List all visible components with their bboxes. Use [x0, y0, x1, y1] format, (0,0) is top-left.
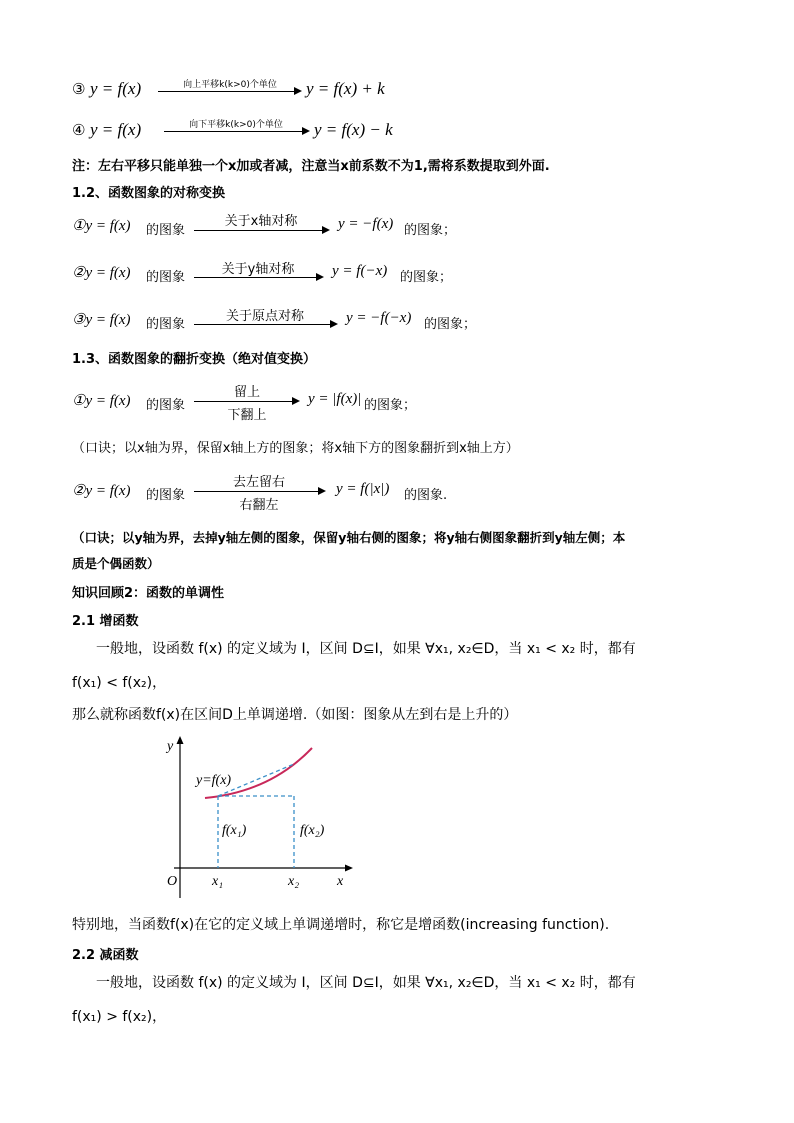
- x-axis-arrow: [345, 865, 353, 872]
- sym-3: [72, 310, 131, 329]
- flip-heading: 1.3、函数图象的翻折变换（绝对值变换）: [72, 352, 317, 367]
- shift-down-label: 向下平移k(k>0)个单位: [189, 120, 283, 130]
- sym-3-rhs: y = −f(−x): [346, 310, 412, 326]
- sym-2-arrow: [194, 277, 322, 278]
- flip-1-rhs-tail: 的图象；: [364, 398, 417, 413]
- decreasing-heading: 2.2 减函数: [72, 948, 139, 963]
- sym-1-lhs: y = f(x): [85, 218, 131, 234]
- sym-3-arrow: [194, 324, 336, 325]
- increasing-conclusion: 那么就称函数f(x)在区间D上单调递增.（如图：图象从左到右是上升的）: [72, 707, 518, 723]
- flip-1-number: ①: [72, 393, 86, 409]
- sym-2-rhs-tail: 的图象；: [400, 270, 453, 285]
- flip-2-label-bottom: 右翻左: [239, 498, 279, 513]
- symmetry-heading: 1.2、函数图象的对称变换: [72, 186, 226, 201]
- x-axis-label: x: [337, 874, 344, 889]
- sym-2-lhs-tail: 的图象: [146, 270, 186, 285]
- sym-3-lhs-tail: 的图象: [146, 317, 186, 332]
- sym-1-lhs-tail: 的图象: [146, 223, 186, 238]
- shift-up-lhs: y = f(x): [90, 79, 142, 98]
- sym-1-arrow: [194, 230, 328, 231]
- graph-svg: [150, 730, 355, 900]
- sym-3-rhs-tail: 的图象；: [424, 317, 477, 332]
- fx1-label: f(x₁): [222, 823, 247, 838]
- flip-1: [72, 391, 131, 410]
- increasing-def-line1: 一般地，设函数 f(x) 的定义域为 I，区间 D⊆I，如果 ∀x₁, x₂∈D，当 x₁ < x₂ 时，都有: [96, 641, 636, 657]
- shift-note: 注：左右平移只能单独一个x加或者减，注意当x前系数不为1,需将系数提取到外面.: [72, 159, 550, 174]
- shift-down-lhs: y = f(x): [90, 120, 142, 139]
- sym-1: [72, 216, 131, 235]
- flip-1-rhs: y = |f(x)|: [308, 391, 362, 407]
- flip-2-rhs: y = f(|x|): [336, 481, 390, 497]
- shift-down-arrow: [164, 131, 308, 132]
- flip-2-lhs: y = f(x): [85, 483, 131, 499]
- decreasing-def-line2: f(x₁) > f(x₂)，: [72, 1009, 167, 1025]
- sym-1-rhs: y = −f(x): [338, 216, 394, 232]
- sym-3-label: 关于原点对称: [225, 309, 304, 324]
- flip-note-2-line2: 质是个偶函数）: [72, 556, 160, 571]
- sym-1-number: ①: [72, 218, 86, 234]
- y-axis-arrow: [177, 736, 184, 744]
- flip-1-lhs-tail: 的图象: [146, 398, 186, 413]
- increasing-special-case: 特别地，当函数f(x)在它的定义域上单调递增时，称它是增函数(increasing function).: [72, 917, 610, 933]
- y-axis-label: y: [167, 739, 174, 754]
- decreasing-def-line1: 一般地，设函数 f(x) 的定义域为 I，区间 D⊆I，如果 ∀x₁, x₂∈D，当 x₁ < x₂ 时，都有: [96, 975, 636, 991]
- sym-2-number: ②: [72, 265, 86, 281]
- sym-2-rhs: y = f(−x): [332, 263, 388, 279]
- curve-label: y=f(x): [196, 773, 232, 788]
- shift-up-arrow: [158, 91, 300, 92]
- sym-2: [72, 263, 131, 282]
- sym-1-rhs-tail: 的图象；: [404, 223, 457, 238]
- flip-1-label-bottom: 下翻上: [227, 408, 267, 423]
- flip-note-1: （口诀；以x轴为界，保留x轴上方的图象；将x轴下方的图象翻折到x轴上方）: [72, 441, 519, 456]
- flip-2-number: ②: [72, 483, 86, 499]
- increasing-def-line2: f(x₁) < f(x₂)，: [72, 675, 167, 691]
- monotonicity-heading: 知识回顾2：函数的单调性: [72, 586, 225, 601]
- x1-label: x₁: [212, 874, 224, 889]
- increasing-function-graph: [150, 730, 355, 900]
- shift-up-rhs: y = f(x) + k: [306, 79, 385, 98]
- fx2-label: f(x₂): [300, 823, 325, 838]
- origin-label: O: [167, 874, 178, 889]
- flip-2-arrow: [194, 491, 324, 492]
- flip-1-label-top: 留上: [233, 385, 260, 400]
- sym-2-label: 关于y轴对称: [221, 262, 295, 277]
- sym-3-lhs: y = f(x): [85, 312, 131, 328]
- x2-label: x₂: [288, 874, 300, 889]
- flip-1-arrow: [194, 401, 298, 402]
- flip-2-label-top: 去左留右: [232, 475, 285, 490]
- shift-up-label: 向上平移k(k>0)个单位: [183, 80, 277, 90]
- item-number-3: ③: [72, 80, 86, 98]
- shift-down-rhs: y = f(x) − k: [314, 120, 393, 139]
- flip-1-lhs: y = f(x): [85, 393, 131, 409]
- sym-3-number: ③: [72, 312, 86, 328]
- flip-2-rhs-tail: 的图象.: [404, 488, 448, 503]
- flip-note-2-line1: （口诀；以y轴为界，去掉y轴左侧的图象，保留y轴右侧的图象；将y轴右侧图象翻折到y轴左侧；本: [72, 530, 626, 545]
- item-number-4: ④: [72, 121, 86, 139]
- increasing-heading: 2.1 增函数: [72, 614, 139, 629]
- flip-2: [72, 481, 131, 500]
- flip-2-lhs-tail: 的图象: [146, 488, 186, 503]
- sym-2-lhs: y = f(x): [85, 265, 131, 281]
- sym-1-label: 关于x轴对称: [224, 214, 298, 229]
